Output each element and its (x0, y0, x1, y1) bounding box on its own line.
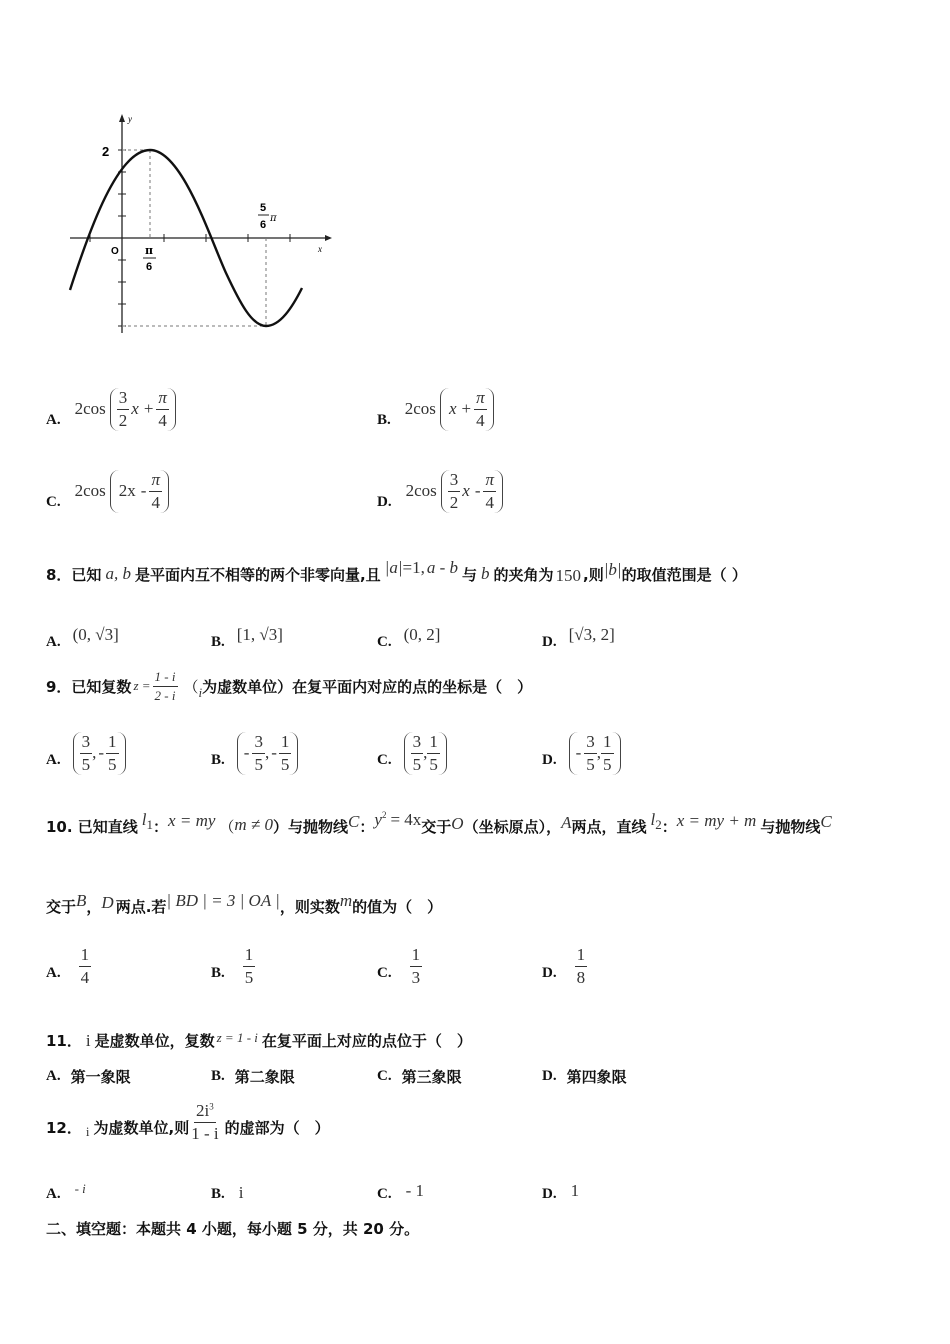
q8-stem: 8．已知 a, b 是平面内互不相等的两个非零向量,且 |a| =1, a - b 与 b 的夹角为 150 ,则 |b| 的取值范围是（ ） (46, 558, 747, 585)
q7-option-c[interactable]: C. 2cos 2x - $\frac{\pi}{4}$ (46, 470, 169, 513)
q8-option-c[interactable]: C. (0, 2] (377, 624, 441, 650)
q12-option-c[interactable]: C. - 1 (377, 1180, 425, 1202)
q12-stem: 12． i 为虚数单位,则 $\frac{2i^3}{1 - i}$ 的虚部为（ ） (46, 1101, 330, 1143)
q8-option-b[interactable]: B. [1, √3] (211, 624, 283, 650)
y-axis-label: y (128, 114, 132, 124)
q10-option-b[interactable]: B. $\frac{1}{5}$ (211, 945, 254, 987)
option-letter: D. (377, 493, 392, 510)
q7-option-b[interactable]: B. 2cos x + $\frac{\pi}{4}$ (377, 388, 494, 431)
option-letter: A. (46, 411, 61, 428)
q11-option-c[interactable]: C. 第三象限 (377, 1068, 462, 1086)
q10-option-d[interactable]: D. $\frac{1}{8}$ (542, 945, 586, 987)
q11-option-b[interactable]: B. 第二象限 (211, 1068, 295, 1086)
five-pi6-num: 5 (260, 202, 267, 214)
cosine-graph (60, 108, 340, 343)
q10-option-c[interactable]: C. $\frac{1}{3}$ (377, 945, 421, 987)
q7-option-a[interactable]: A. 2cos $\frac{3}{2}$ x + $\frac{\pi}{4}$ (46, 388, 176, 431)
q12-option-a[interactable]: A. - i (46, 1180, 86, 1202)
q9-stem: 9．已知复数 z = $\frac{1 - i}{2 - i}$ （ i 为虚数单位）在复平面内对应的点的坐标是（ ） (46, 669, 533, 703)
q12-option-d[interactable]: D. 1 (542, 1180, 580, 1202)
q9-option-b[interactable]: B. - $\frac{3}{5}$ , - $\frac{1}{5}$ (211, 732, 298, 775)
q7-option-d[interactable]: D. 2cos $\frac{3}{2}$ x - $\frac{\pi}{4}$ (377, 470, 503, 513)
section-title: 二、填空题：本题共 4 小题，每小题 5 分，共 20 分。 (46, 1220, 420, 1238)
q9-option-d[interactable]: D. - $\frac{3}{5}$ , $\frac{1}{5}$ (542, 732, 621, 775)
q11-option-d[interactable]: D. 第四象限 (542, 1068, 627, 1086)
five-pi6-den: 6 (260, 219, 267, 231)
q12-option-b[interactable]: B. i (211, 1182, 244, 1202)
q10-stem-line1: 10. 已知直线 l 1 ： x = my （ m ≠ 0 ）与抛物线 C ： y 2 = 4x 交于 O （坐标原点）， A 两点，直线 l 2 ： x = my + m 与抛物线 C (46, 809, 832, 836)
five-pi6-suffix: π (270, 213, 277, 224)
pi6-num: π (145, 244, 154, 257)
x-axis-arrow (325, 235, 332, 241)
q10-stem-line2: 交于 B ， D 两点.若 | BD | = 3 | OA | ，则实数 m 的值为（ ） (46, 890, 443, 916)
q8-option-a[interactable]: A. (0, √3] (46, 624, 119, 650)
q11-stem: 11． i 是虚数单位，复数 z = 1 - i 在复平面上对应的点位于（ ） (46, 1029, 472, 1050)
q8-option-d[interactable]: D. [√3, 2] (542, 624, 615, 650)
q9-option-a[interactable]: A. $\frac{3}{5}$ , - $\frac{1}{5}$ (46, 732, 126, 775)
option-letter: B. (377, 411, 391, 428)
max-label: 2 (102, 144, 110, 159)
pi6-den: 6 (146, 261, 153, 273)
option-letter: C. (46, 493, 61, 510)
q9-option-c[interactable]: C. $\frac{3}{5}$ , $\frac{1}{5}$ (377, 732, 447, 775)
q11-option-a[interactable]: A. 第一象限 (46, 1068, 131, 1086)
y-axis-arrow (119, 114, 125, 122)
x-axis-label: x (318, 244, 322, 254)
q10-option-a[interactable]: A. $\frac{1}{4}$ (46, 945, 90, 987)
origin-label: O (111, 246, 119, 257)
